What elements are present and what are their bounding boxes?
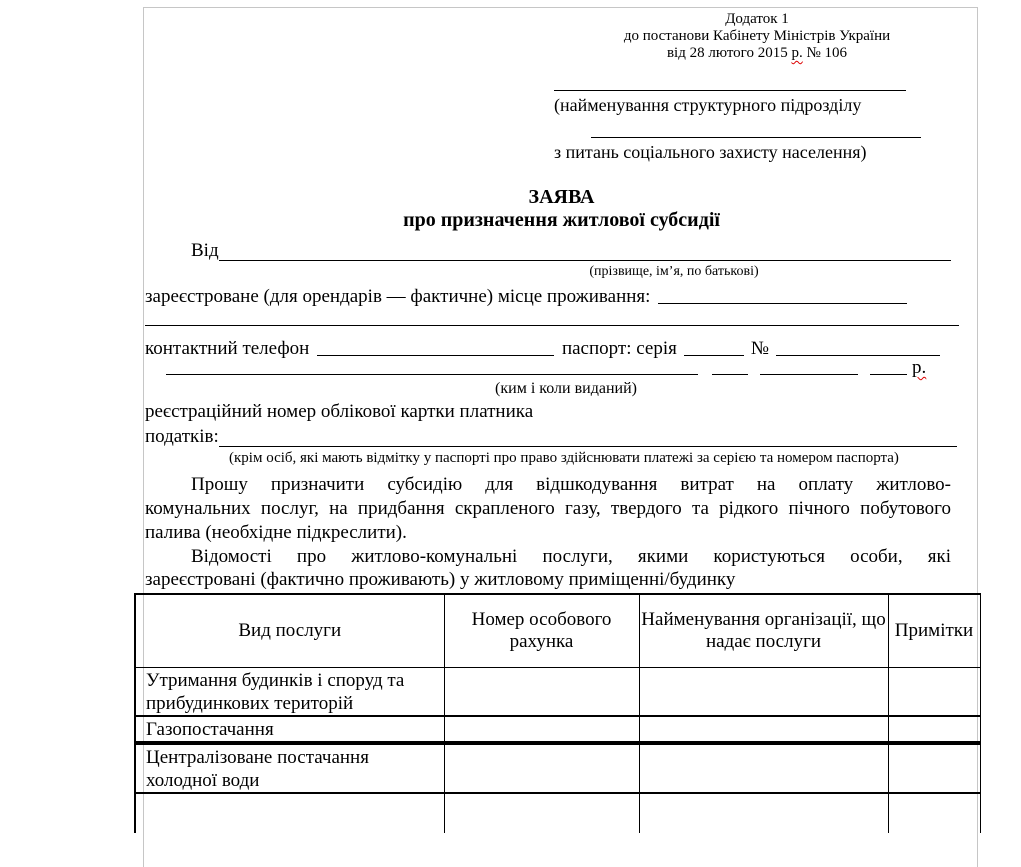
header-notes: Примітки — [888, 594, 980, 667]
residence-blank-line-2 — [145, 325, 959, 326]
passport-number-sign: № — [750, 338, 769, 359]
department-caption-2: з питань соціального захисту населення) — [554, 142, 867, 162]
annex-line-3 — [561, 45, 953, 62]
empty-cell — [888, 793, 980, 833]
applicant-row — [191, 239, 951, 262]
form-subtitle: про призначення житлової субсидії — [403, 209, 720, 231]
year-abbr-label: р. — [912, 357, 927, 378]
tax-number-row — [145, 425, 957, 448]
issued-by-blank-field — [166, 374, 698, 375]
header-account-number: Номер особового рахунка — [444, 594, 639, 667]
service-gas-cell: Газопостачання — [135, 716, 444, 743]
table-row — [135, 743, 980, 793]
services-table-header-row — [135, 594, 980, 667]
empty-cell — [444, 667, 639, 716]
service-cold-water-cell: Централізоване постачання холодної води — [135, 743, 444, 793]
phone-blank-field — [317, 355, 554, 356]
passport-series-blank-field — [684, 355, 744, 356]
empty-cell — [888, 743, 980, 793]
empty-cell — [639, 793, 888, 833]
annex-line-3-suffix: № 106 — [802, 45, 848, 61]
annex-line-3-year-abbr: р. — [791, 45, 803, 61]
annex-reference — [561, 11, 953, 62]
passport-number-blank-field — [776, 355, 940, 356]
services-table — [134, 593, 981, 833]
table-row — [135, 667, 980, 716]
request-paragraph-line-2: комунальних послуг, на придбання скрапленого газу, твердого та рідкого пічного побутового — [145, 498, 951, 519]
services-paragraph — [145, 545, 951, 591]
tax-number-blank-field — [219, 446, 957, 447]
header-service-type: Вид послуги — [135, 594, 444, 667]
annex-line-3-prefix: від 28 лютого 2015 — [666, 45, 792, 61]
from-label: Від — [191, 240, 219, 261]
department-blank-line-1 — [554, 90, 906, 91]
empty-cell — [444, 743, 639, 793]
date-day-blank-field — [712, 374, 748, 375]
phone-label: контактний телефон — [145, 338, 310, 359]
date-year-blank-field — [870, 374, 907, 375]
date-month-blank-field — [760, 374, 858, 375]
residence-blank-field — [658, 303, 907, 304]
request-paragraph-line-3: палива (необхідне підкреслити). — [145, 522, 407, 543]
empty-cell — [135, 793, 444, 833]
service-maintenance-cell: Утримання будинків і споруд та прибудинкових територій — [135, 667, 444, 716]
header-organization-name: Найменування організації, що надає послуги — [639, 594, 888, 667]
services-paragraph-line-1: Відомості про житлово-комунальні послуги, якими користуються особи, які — [191, 546, 951, 567]
empty-cell — [639, 667, 888, 716]
empty-cell — [444, 793, 639, 833]
applicant-name-blank-field — [219, 260, 951, 261]
issued-caption: (ким і коли виданий) — [495, 380, 637, 397]
tax-number-label-line-1: реєстраційний номер облікової картки платника — [145, 401, 534, 422]
empty-cell — [888, 667, 980, 716]
annex-line-2: до постанови Кабінету Міністрів України — [623, 28, 891, 44]
table-row-clipped — [135, 793, 980, 833]
tax-number-caption: (крім осіб, які мають відмітку у паспорті про право здійснювати платежі за серією та номером паспорта) — [229, 450, 899, 466]
document-page — [143, 7, 978, 867]
residence-label: зареєстроване (для орендарів — фактичне) місце проживання: — [145, 286, 651, 307]
table-row — [135, 716, 980, 743]
empty-cell — [444, 716, 639, 743]
annex-line-1: Додаток 1 — [725, 11, 789, 27]
empty-cell — [639, 743, 888, 793]
passport-issued-row — [166, 357, 936, 379]
empty-cell — [639, 716, 888, 743]
tax-number-label-line-2: податків: — [145, 426, 219, 447]
empty-cell — [888, 716, 980, 743]
applicant-name-caption: (прізвище, ім’я, по батькові) — [589, 264, 759, 279]
request-paragraph-line-1: Прошу призначити субсидію для відшкодування витрат на оплату житлово- — [191, 474, 951, 495]
residence-row — [145, 285, 907, 308]
department-caption-1: (найменування структурного підрозділу — [554, 95, 862, 115]
request-paragraph — [145, 473, 951, 545]
passport-series-label: паспорт: серія — [561, 338, 677, 359]
form-title: ЗАЯВА — [528, 186, 595, 208]
services-paragraph-line-2: зареєстровані (фактично проживають) у житловому приміщенні/будинку — [145, 569, 736, 590]
department-blank-line-2 — [591, 137, 921, 138]
